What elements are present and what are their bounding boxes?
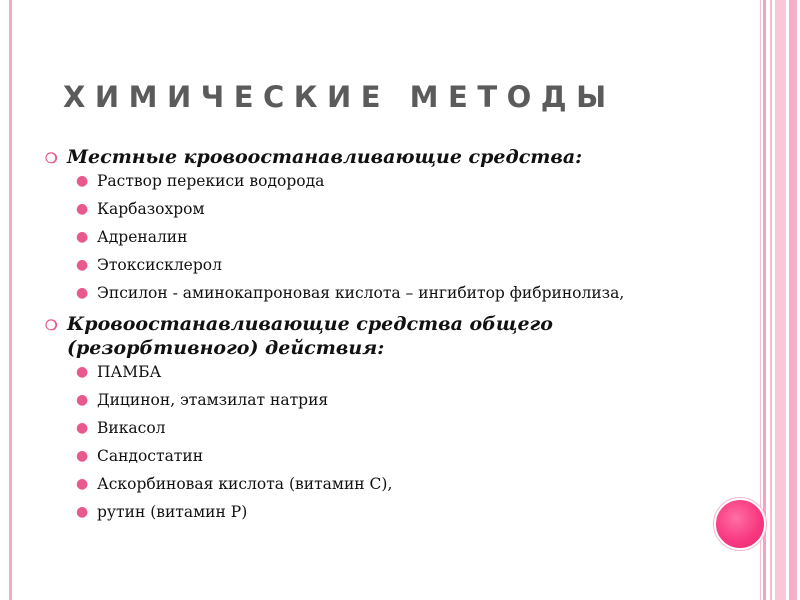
list-item-text: Этоксисклерол [97,256,222,274]
bullet-icon: ● [76,476,89,492]
bullet-icon: ● [76,257,89,273]
bullet-icon: ● [76,392,89,408]
list-item-text: Викасол [97,419,166,437]
left-decorative-line [9,0,12,600]
list-item [76,256,665,275]
list-item [76,503,665,522]
list-item-text: рутин (витамин Р) [97,503,248,521]
stripe [789,0,797,600]
list-item [76,475,665,494]
stripe [770,0,772,600]
bullet-icon: ❍ [45,318,58,334]
bullet-icon: ● [76,201,89,217]
bullet-icon: ● [76,285,89,301]
list-item [76,391,665,410]
bullet-icon: ● [76,229,89,245]
list-item-text: Сандостатин [97,447,204,465]
section-heading-systemic [45,312,665,360]
list-item [76,172,665,191]
list-item [76,447,665,466]
slide-content [45,145,665,531]
list-item-text: Карбазохром [97,200,205,218]
list-item-text: ПАМБА [97,363,162,381]
bullet-icon: ❍ [45,151,58,167]
section-heading-text: Кровоостанавливающие средства общего (резорбтивного) действия: [67,313,553,359]
list-item-text: Эпсилон - аминокапроновая кислота – ингибитор фибринолиза, [97,284,625,302]
stripe [763,0,766,600]
list-item [76,228,665,247]
bullet-icon: ● [76,420,89,436]
list-item-text: Аскорбиновая кислота (витамин С), [97,475,393,493]
bullet-icon: ● [76,448,89,464]
list-item [76,419,665,438]
local-agents-list [76,172,665,303]
bullet-icon: ● [76,364,89,380]
slide-title: ХИМИЧЕСКИЕ МЕТОДЫ [63,80,616,114]
list-item [76,363,665,382]
list-item-text: Дицинон, этамзилат натрия [97,391,329,409]
systemic-agents-list [76,363,665,522]
list-item [76,200,665,219]
stripe [775,0,786,600]
right-decorative-stripes [758,0,800,600]
section-heading-local [45,145,665,169]
bullet-icon: ● [76,173,89,189]
section-heading-text: Местные кровоостанавливающие средства: [67,146,583,168]
list-item-text: Адреналин [97,228,188,246]
list-item-text: Раствор перекиси водорода [97,172,325,190]
list-item [76,284,665,303]
decorative-pink-circle [714,498,766,550]
bullet-icon: ● [76,504,89,520]
